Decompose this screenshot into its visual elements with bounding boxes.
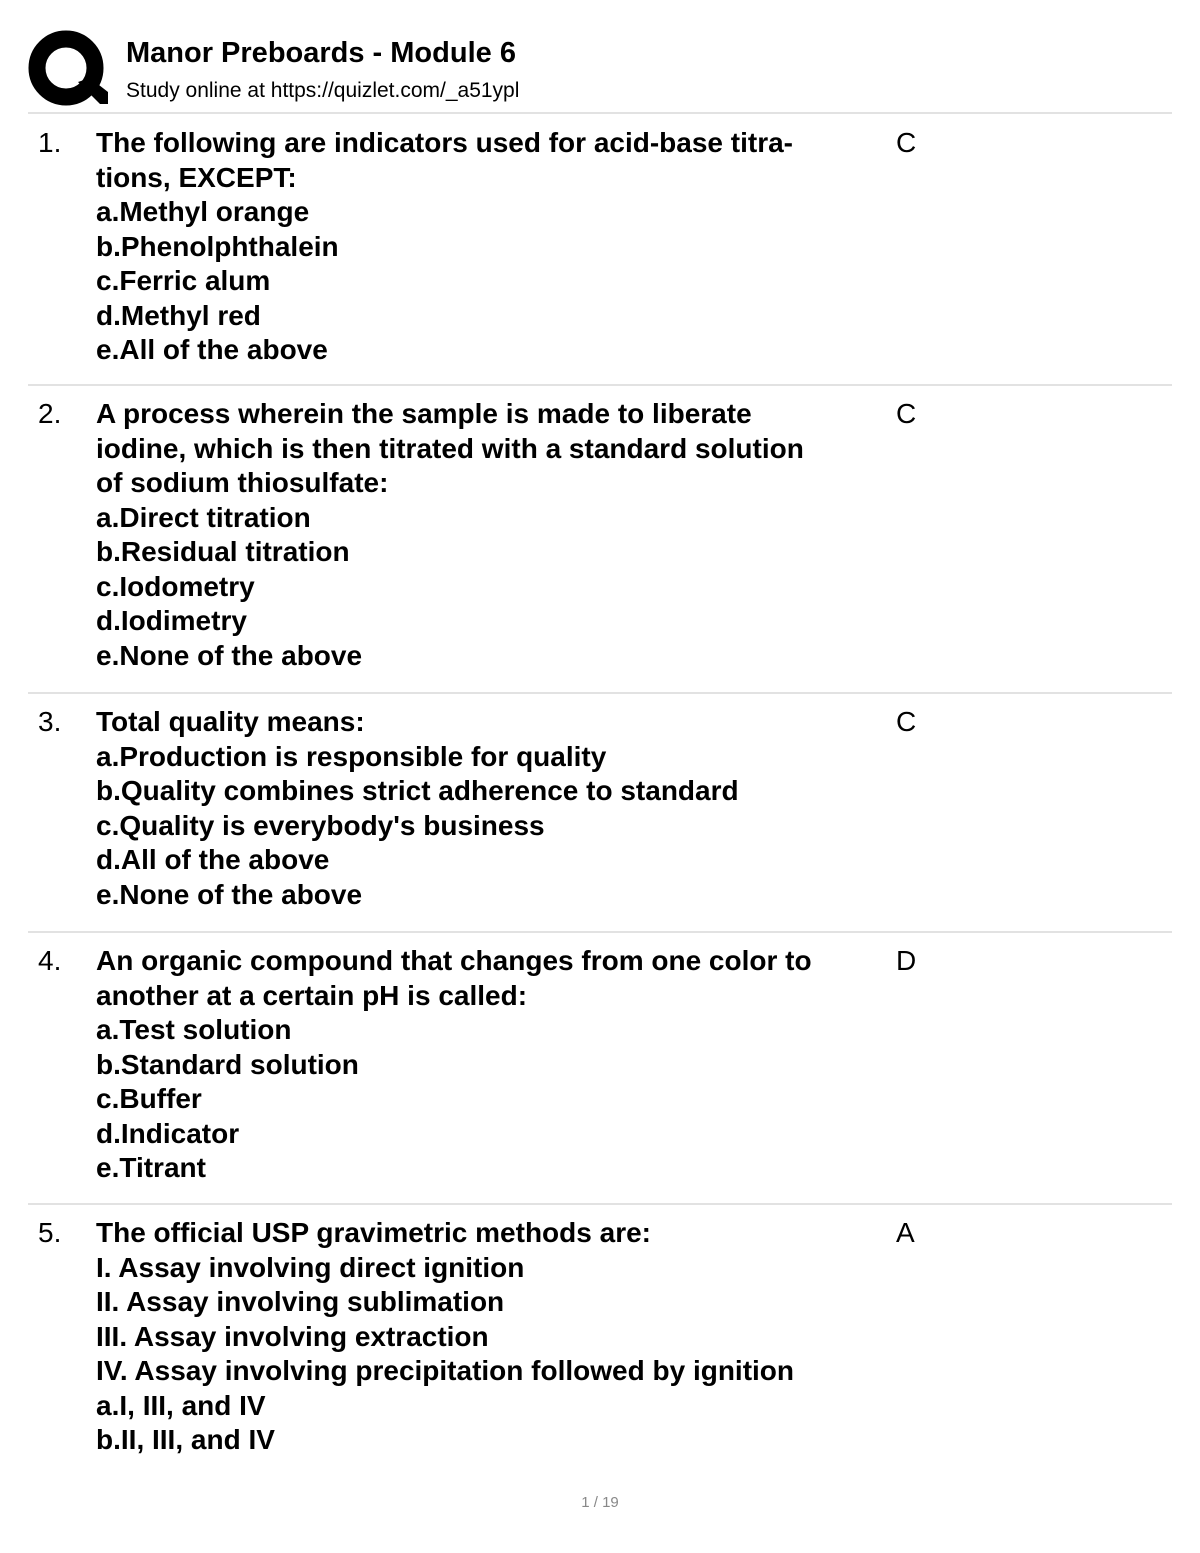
choice-line: a.Methyl orange bbox=[96, 196, 310, 227]
question-line: iodine, which is then titrated with a standard solution bbox=[96, 432, 804, 464]
card-number: 5. bbox=[38, 1217, 62, 1248]
card-question bbox=[96, 397, 896, 673]
card-answer: D bbox=[896, 945, 917, 976]
choice-line: c.Quality is everybody's business bbox=[96, 809, 545, 841]
question-line: another at a certain pH is called: bbox=[96, 979, 528, 1011]
statement-line: II. Assay involving sublimation bbox=[96, 1286, 505, 1317]
choice-line: c.Buffer bbox=[96, 1083, 202, 1114]
choice-line: e.All of the above bbox=[96, 334, 328, 365]
choice-line: d.Iodimetry bbox=[96, 605, 247, 636]
card-question bbox=[96, 1216, 896, 1458]
study-link[interactable]: Study online at https://quizlet.com/_a51ypl bbox=[126, 79, 520, 102]
question-line: Total quality means: bbox=[96, 706, 365, 737]
question-line: A process wherein the sample is made to liberate bbox=[96, 398, 752, 429]
statement-line: IV. Assay involving precipitation followed by ignition bbox=[96, 1355, 795, 1386]
card-question bbox=[96, 126, 896, 368]
divider bbox=[28, 692, 1172, 694]
quizlet-logo-icon bbox=[28, 30, 108, 110]
page-header bbox=[28, 30, 1172, 112]
choice-line: d.Indicator bbox=[96, 1117, 240, 1149]
choice-line: a.Direct titration bbox=[96, 501, 311, 533]
divider bbox=[28, 1203, 1172, 1205]
choice-line: b.II, III, and IV bbox=[96, 1424, 275, 1455]
divider bbox=[28, 112, 1172, 114]
question-line: The following are indicators used for acid-base titra- bbox=[96, 127, 794, 158]
choice-line: a.Test solution bbox=[96, 1014, 292, 1045]
question-line: The official USP gravimetric methods are: bbox=[96, 1217, 651, 1248]
page-title: Manor Preboards - Module 6 bbox=[126, 37, 516, 69]
card-number: 2. bbox=[38, 398, 62, 429]
card-answer: C bbox=[896, 127, 917, 158]
choice-line: d.All of the above bbox=[96, 844, 330, 875]
divider bbox=[28, 931, 1172, 933]
choice-line: b.Standard solution bbox=[96, 1048, 359, 1080]
card-number: 4. bbox=[38, 945, 62, 976]
card-number: 3. bbox=[38, 706, 62, 737]
statement-line: I. Assay involving direct ignition bbox=[96, 1251, 525, 1283]
choice-line: d.Methyl red bbox=[96, 299, 261, 331]
choice-line: a.I, III, and IV bbox=[96, 1389, 266, 1421]
choice-line: a.Production is responsible for quality bbox=[96, 740, 607, 772]
question-line: An organic compound that changes from one color to bbox=[96, 945, 812, 976]
question-line: of sodium thiosulfate: bbox=[96, 467, 389, 498]
card-answer: A bbox=[896, 1217, 915, 1248]
choice-line: b.Quality combines strict adherence to standard bbox=[96, 775, 739, 806]
statement-line: III. Assay involving extraction bbox=[96, 1320, 489, 1352]
choice-line: e.Titrant bbox=[96, 1152, 206, 1183]
question-line: tions, EXCEPT: bbox=[96, 161, 297, 193]
card-answer: C bbox=[896, 398, 917, 429]
page-indicator: 1 / 19 bbox=[581, 1494, 619, 1511]
card-number: 1. bbox=[38, 127, 62, 158]
card-question bbox=[96, 705, 896, 912]
choice-line: b.Residual titration bbox=[96, 536, 350, 567]
choice-line: c.Iodometry bbox=[96, 570, 255, 602]
card-question bbox=[96, 944, 896, 1186]
choice-line: b.Phenolphthalein bbox=[96, 230, 339, 262]
choice-line: e.None of the above bbox=[96, 878, 363, 910]
card-answer: C bbox=[896, 706, 917, 737]
choice-line: c.Ferric alum bbox=[96, 265, 271, 296]
choice-line: e.None of the above bbox=[96, 639, 363, 671]
divider bbox=[28, 384, 1172, 386]
